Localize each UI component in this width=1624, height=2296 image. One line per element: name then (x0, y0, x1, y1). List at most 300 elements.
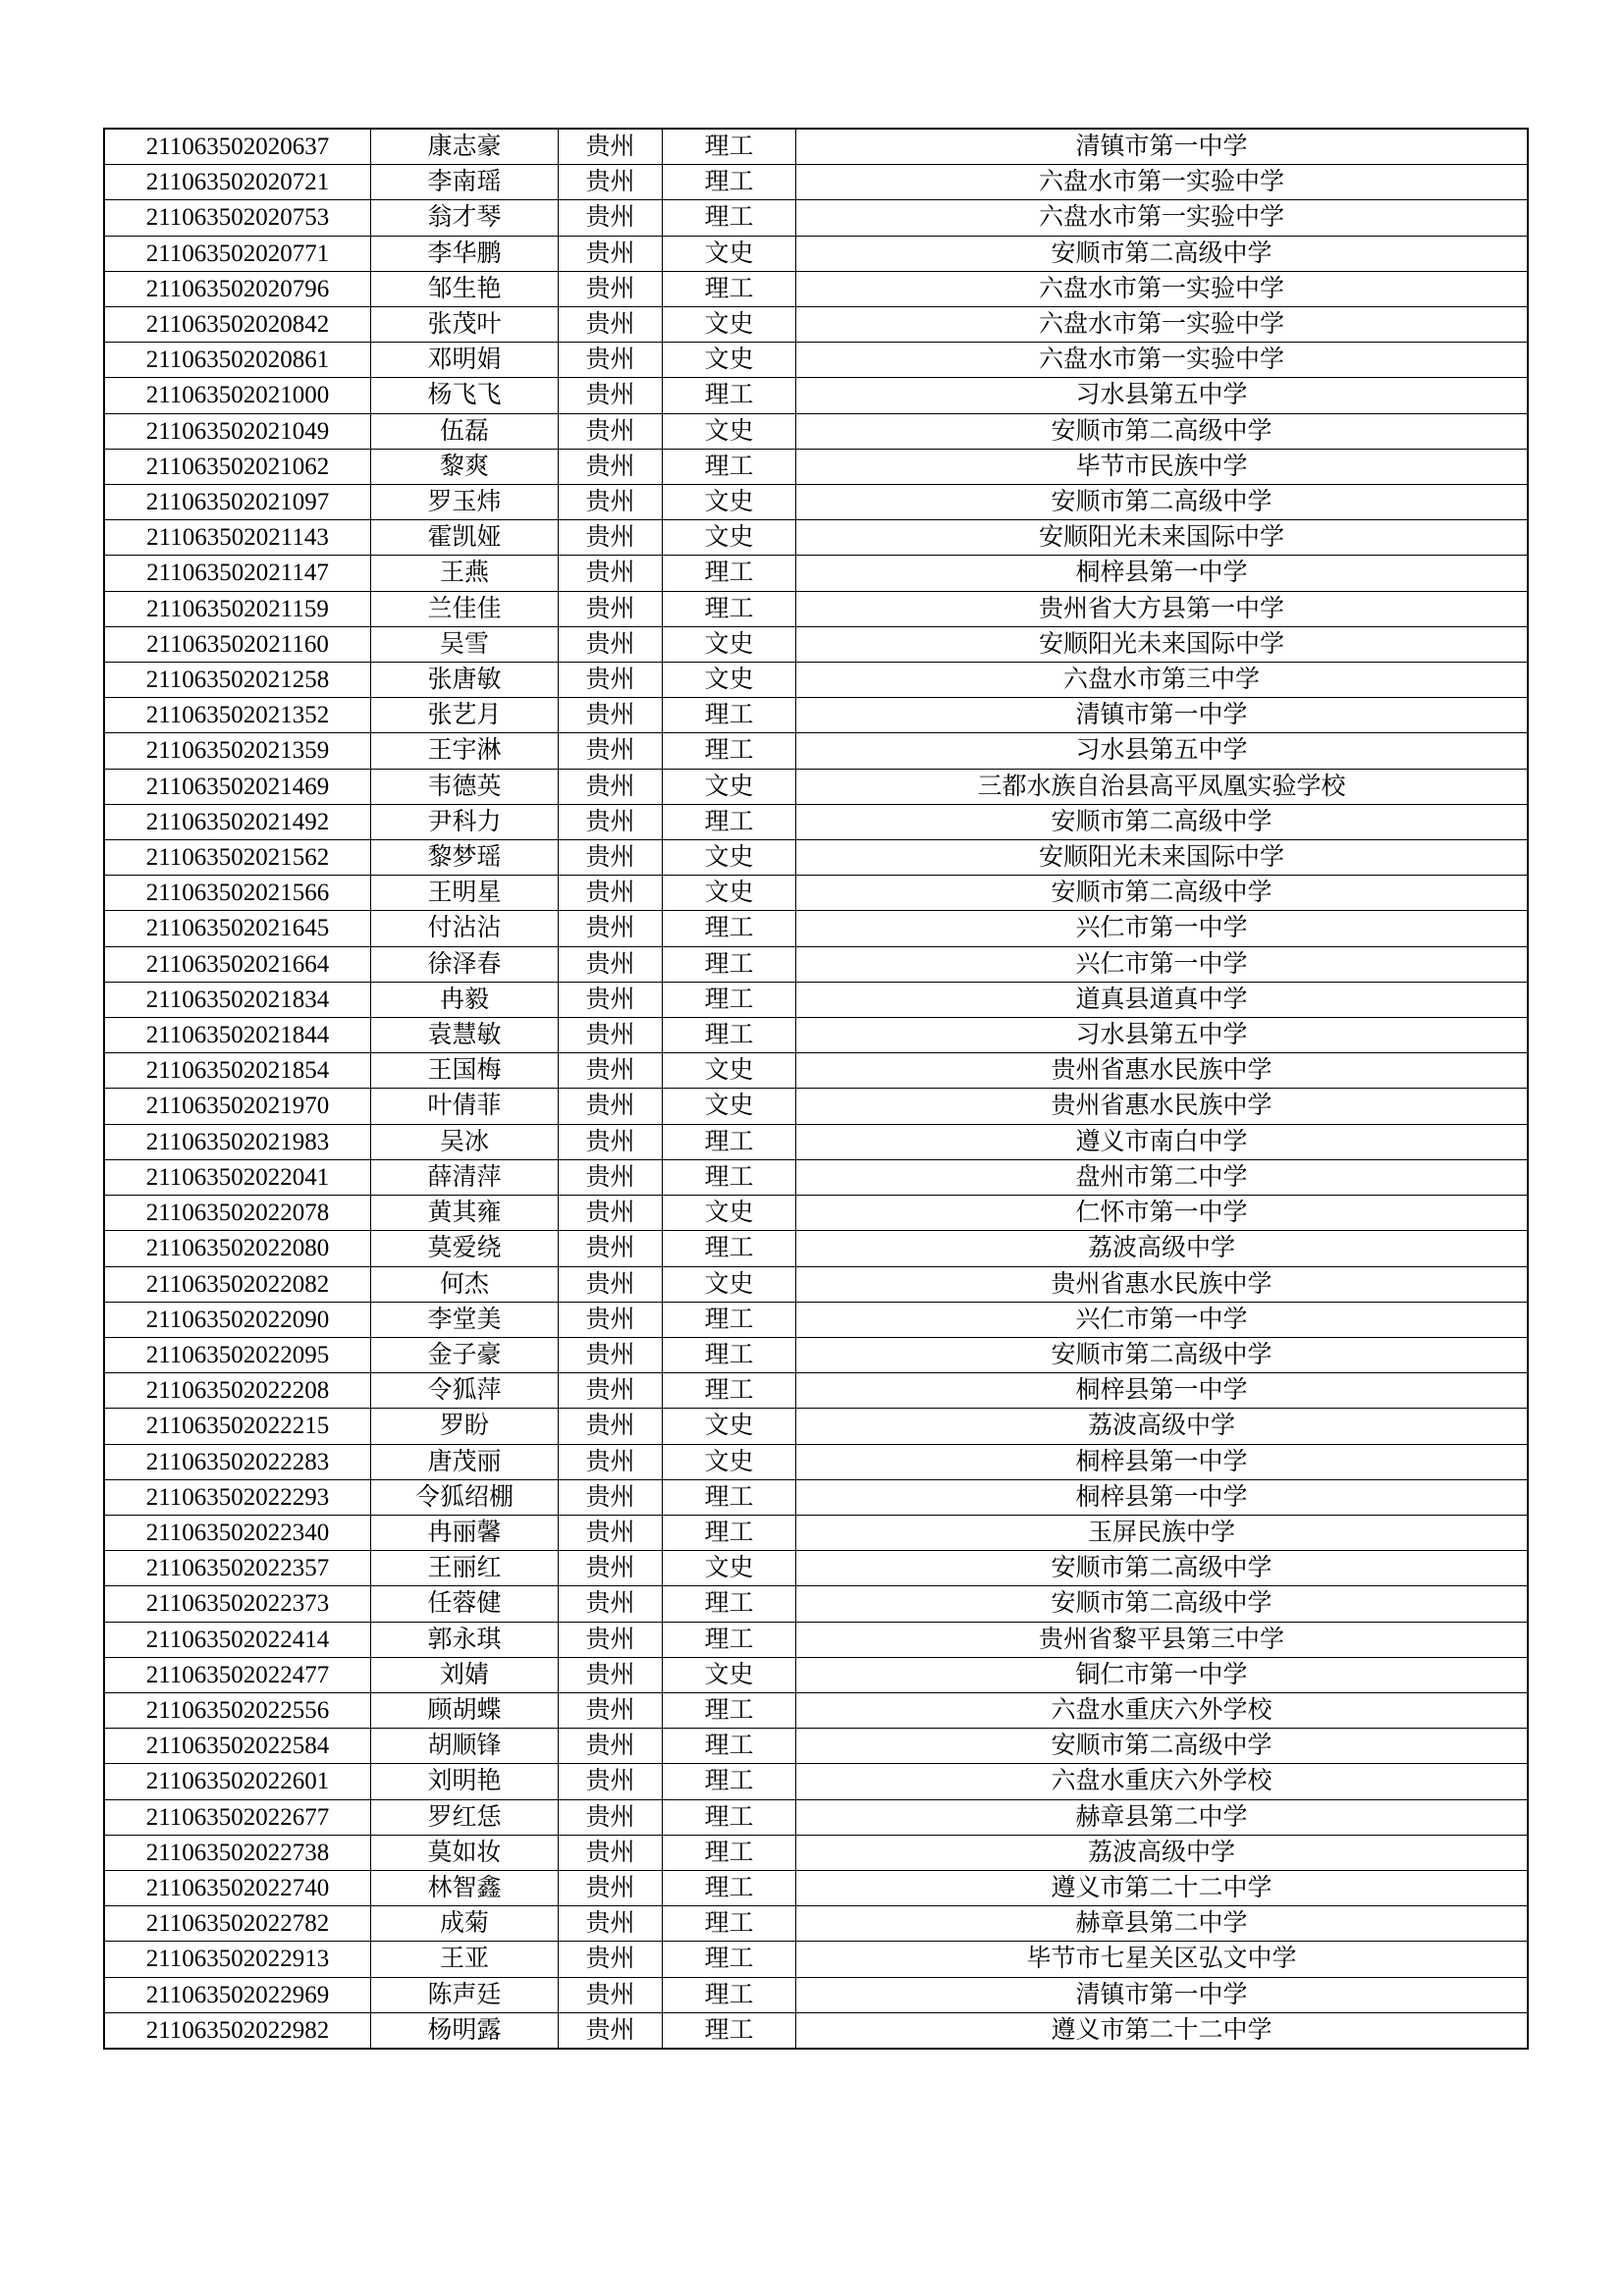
cell-province: 贵州 (559, 733, 663, 769)
table-row (104, 449, 1528, 484)
cell-subject-category: 理工 (663, 1692, 796, 1728)
cell-candidate-number: 211063502021664 (104, 946, 371, 982)
cell-candidate-name: 袁慧敏 (371, 1018, 559, 1053)
cell-candidate-name: 王丽红 (371, 1551, 559, 1586)
cell-school-name: 赫章县第二中学 (796, 1906, 1529, 1942)
cell-school-name: 习水县第五中学 (796, 733, 1529, 769)
cell-province: 贵州 (559, 1692, 663, 1728)
cell-candidate-name: 冉丽馨 (371, 1515, 559, 1550)
cell-candidate-name: 胡顺锋 (371, 1729, 559, 1764)
cell-candidate-number: 211063502022913 (104, 1942, 371, 1977)
cell-candidate-number: 211063502020842 (104, 307, 371, 343)
cell-candidate-number: 211063502021562 (104, 840, 371, 876)
cell-candidate-name: 李南瑶 (371, 165, 559, 200)
cell-candidate-name: 黎爽 (371, 449, 559, 484)
cell-candidate-number: 211063502022982 (104, 2012, 371, 2049)
cell-candidate-name: 陈声廷 (371, 1977, 559, 2012)
cell-candidate-name: 金子豪 (371, 1337, 559, 1372)
table-row (104, 1870, 1528, 1905)
cell-candidate-name: 杨飞飞 (371, 378, 559, 413)
table-row (104, 165, 1528, 200)
cell-candidate-name: 冉毅 (371, 982, 559, 1017)
cell-subject-category: 文史 (663, 1551, 796, 1586)
cell-candidate-number: 211063502022373 (104, 1586, 371, 1622)
table-row (104, 1942, 1528, 1977)
cell-candidate-name: 康志豪 (371, 129, 559, 165)
cell-school-name: 桐梓县第一中学 (796, 556, 1529, 591)
cell-candidate-name: 王国梅 (371, 1053, 559, 1089)
cell-subject-category: 理工 (663, 556, 796, 591)
cell-candidate-number: 211063502022969 (104, 1977, 371, 2012)
cell-province: 贵州 (559, 982, 663, 1017)
cell-school-name: 毕节市民族中学 (796, 449, 1529, 484)
cell-school-name: 兴仁市第一中学 (796, 1302, 1529, 1337)
table-row (104, 626, 1528, 662)
cell-candidate-name: 罗玉炜 (371, 485, 559, 520)
cell-province: 贵州 (559, 1302, 663, 1337)
cell-candidate-number: 211063502022677 (104, 1799, 371, 1835)
cell-candidate-name: 尹科力 (371, 804, 559, 839)
cell-province: 贵州 (559, 236, 663, 271)
cell-subject-category: 文史 (663, 343, 796, 378)
cell-subject-category: 文史 (663, 840, 796, 876)
table-row (104, 520, 1528, 556)
table-row (104, 804, 1528, 839)
cell-province: 贵州 (559, 1479, 663, 1515)
cell-school-name: 六盘水市第一实验中学 (796, 271, 1529, 306)
table-row (104, 733, 1528, 769)
cell-school-name: 仁怀市第一中学 (796, 1196, 1529, 1231)
cell-subject-category: 理工 (663, 449, 796, 484)
table-row (104, 663, 1528, 698)
cell-province: 贵州 (559, 165, 663, 200)
table-row (104, 1337, 1528, 1372)
cell-candidate-number: 211063502020771 (104, 236, 371, 271)
table-row (104, 1729, 1528, 1764)
cell-province: 贵州 (559, 1977, 663, 2012)
cell-candidate-number: 211063502021000 (104, 378, 371, 413)
table-row (104, 2012, 1528, 2049)
table-row (104, 200, 1528, 236)
cell-subject-category: 理工 (663, 1622, 796, 1657)
cell-candidate-name: 叶倩菲 (371, 1089, 559, 1124)
table-row (104, 1409, 1528, 1444)
table-row (104, 1551, 1528, 1586)
cell-subject-category: 理工 (663, 1942, 796, 1977)
cell-subject-category: 理工 (663, 1124, 796, 1159)
cell-province: 贵州 (559, 1799, 663, 1835)
cell-candidate-name: 何杰 (371, 1266, 559, 1302)
cell-province: 贵州 (559, 1196, 663, 1231)
cell-candidate-number: 211063502022414 (104, 1622, 371, 1657)
cell-candidate-name: 吴雪 (371, 626, 559, 662)
cell-candidate-number: 211063502021469 (104, 769, 371, 804)
cell-subject-category: 文史 (663, 520, 796, 556)
cell-subject-category: 理工 (663, 200, 796, 236)
table-row (104, 698, 1528, 733)
cell-subject-category: 理工 (663, 1231, 796, 1266)
cell-province: 贵州 (559, 1729, 663, 1764)
cell-subject-category: 理工 (663, 378, 796, 413)
cell-province: 贵州 (559, 307, 663, 343)
table-row (104, 236, 1528, 271)
cell-candidate-number: 211063502021492 (104, 804, 371, 839)
cell-candidate-number: 211063502020637 (104, 129, 371, 165)
cell-province: 贵州 (559, 1835, 663, 1870)
cell-school-name: 贵州省黎平县第三中学 (796, 1622, 1529, 1657)
cell-candidate-name: 兰佳佳 (371, 591, 559, 626)
cell-province: 贵州 (559, 1942, 663, 1977)
table-row (104, 413, 1528, 449)
cell-school-name: 六盘水市第三中学 (796, 663, 1529, 698)
table-row (104, 271, 1528, 306)
cell-province: 贵州 (559, 1870, 663, 1905)
cell-school-name: 遵义市南白中学 (796, 1124, 1529, 1159)
cell-candidate-name: 莫如妆 (371, 1835, 559, 1870)
cell-subject-category: 文史 (663, 769, 796, 804)
cell-school-name: 六盘水重庆六外学校 (796, 1692, 1529, 1728)
cell-candidate-number: 211063502021854 (104, 1053, 371, 1089)
cell-province: 贵州 (559, 485, 663, 520)
cell-candidate-number: 211063502020861 (104, 343, 371, 378)
cell-subject-category: 理工 (663, 271, 796, 306)
table-row (104, 1124, 1528, 1159)
cell-subject-category: 理工 (663, 1018, 796, 1053)
cell-candidate-name: 伍磊 (371, 413, 559, 449)
cell-candidate-number: 211063502021049 (104, 413, 371, 449)
cell-candidate-name: 林智鑫 (371, 1870, 559, 1905)
cell-subject-category: 理工 (663, 1586, 796, 1622)
cell-candidate-number: 211063502022738 (104, 1835, 371, 1870)
cell-school-name: 清镇市第一中学 (796, 129, 1529, 165)
cell-province: 贵州 (559, 1906, 663, 1942)
cell-school-name: 安顺阳光未来国际中学 (796, 840, 1529, 876)
cell-candidate-number: 211063502020721 (104, 165, 371, 200)
cell-province: 贵州 (559, 343, 663, 378)
cell-candidate-name: 黎梦瑶 (371, 840, 559, 876)
cell-candidate-number: 211063502022477 (104, 1657, 371, 1692)
cell-subject-category: 理工 (663, 733, 796, 769)
cell-school-name: 兴仁市第一中学 (796, 946, 1529, 982)
cell-school-name: 桐梓县第一中学 (796, 1373, 1529, 1409)
cell-subject-category: 理工 (663, 1515, 796, 1550)
cell-school-name: 铜仁市第一中学 (796, 1657, 1529, 1692)
cell-candidate-number: 211063502022556 (104, 1692, 371, 1728)
cell-school-name: 清镇市第一中学 (796, 1977, 1529, 2012)
table-row (104, 1977, 1528, 2012)
table-row (104, 1373, 1528, 1409)
cell-school-name: 安顺市第二高级中学 (796, 236, 1529, 271)
cell-candidate-name: 翁才琴 (371, 200, 559, 236)
cell-subject-category: 理工 (663, 591, 796, 626)
cell-candidate-name: 李堂美 (371, 1302, 559, 1337)
cell-candidate-number: 211063502021352 (104, 698, 371, 733)
cell-candidate-number: 211063502022782 (104, 1906, 371, 1942)
cell-province: 贵州 (559, 1586, 663, 1622)
cell-candidate-name: 莫爱绕 (371, 1231, 559, 1266)
cell-candidate-name: 唐茂丽 (371, 1444, 559, 1479)
cell-school-name: 贵州省惠水民族中学 (796, 1053, 1529, 1089)
cell-subject-category: 文史 (663, 1444, 796, 1479)
cell-candidate-number: 211063502022740 (104, 1870, 371, 1905)
cell-school-name: 安顺市第二高级中学 (796, 485, 1529, 520)
cell-subject-category: 理工 (663, 911, 796, 946)
table-row (104, 1692, 1528, 1728)
table-row (104, 946, 1528, 982)
cell-school-name: 安顺市第二高级中学 (796, 1729, 1529, 1764)
cell-school-name: 贵州省惠水民族中学 (796, 1266, 1529, 1302)
cell-province: 贵州 (559, 520, 663, 556)
cell-province: 贵州 (559, 1622, 663, 1657)
cell-school-name: 习水县第五中学 (796, 1018, 1529, 1053)
cell-candidate-name: 霍凯娅 (371, 520, 559, 556)
cell-province: 贵州 (559, 876, 663, 911)
cell-subject-category: 理工 (663, 1729, 796, 1764)
cell-province: 贵州 (559, 1764, 663, 1799)
cell-candidate-name: 刘婧 (371, 1657, 559, 1692)
cell-candidate-number: 211063502022215 (104, 1409, 371, 1444)
cell-subject-category: 文史 (663, 1053, 796, 1089)
cell-candidate-name: 王燕 (371, 556, 559, 591)
cell-candidate-number: 211063502021143 (104, 520, 371, 556)
cell-school-name: 习水县第五中学 (796, 378, 1529, 413)
table-row (104, 911, 1528, 946)
cell-candidate-number: 211063502021566 (104, 876, 371, 911)
cell-school-name: 六盘水市第一实验中学 (796, 343, 1529, 378)
cell-candidate-number: 211063502021147 (104, 556, 371, 591)
cell-subject-category: 理工 (663, 165, 796, 200)
cell-province: 贵州 (559, 946, 663, 982)
table-row (104, 1302, 1528, 1337)
table-row (104, 1159, 1528, 1195)
cell-candidate-number: 211063502022090 (104, 1302, 371, 1337)
cell-province: 贵州 (559, 1231, 663, 1266)
cell-candidate-number: 211063502022082 (104, 1266, 371, 1302)
cell-province: 贵州 (559, 663, 663, 698)
cell-candidate-name: 薛清萍 (371, 1159, 559, 1195)
cell-candidate-name: 王宇淋 (371, 733, 559, 769)
cell-candidate-name: 韦德英 (371, 769, 559, 804)
cell-province: 贵州 (559, 556, 663, 591)
cell-school-name: 荔波高级中学 (796, 1409, 1529, 1444)
cell-candidate-name: 任蓉健 (371, 1586, 559, 1622)
cell-province: 贵州 (559, 769, 663, 804)
cell-school-name: 安顺市第二高级中学 (796, 804, 1529, 839)
cell-candidate-name: 成菊 (371, 1906, 559, 1942)
table-row (104, 591, 1528, 626)
table-row (104, 1018, 1528, 1053)
cell-subject-category: 理工 (663, 1373, 796, 1409)
cell-school-name: 安顺市第二高级中学 (796, 876, 1529, 911)
cell-subject-category: 文史 (663, 1196, 796, 1231)
cell-province: 贵州 (559, 1657, 663, 1692)
cell-subject-category: 理工 (663, 1799, 796, 1835)
cell-province: 贵州 (559, 1018, 663, 1053)
cell-school-name: 赫章县第二中学 (796, 1799, 1529, 1835)
cell-subject-category: 文史 (663, 663, 796, 698)
cell-candidate-number: 211063502022601 (104, 1764, 371, 1799)
cell-subject-category: 理工 (663, 946, 796, 982)
cell-province: 贵州 (559, 449, 663, 484)
cell-subject-category: 文史 (663, 876, 796, 911)
cell-subject-category: 理工 (663, 1337, 796, 1372)
cell-province: 贵州 (559, 413, 663, 449)
cell-candidate-name: 张唐敏 (371, 663, 559, 698)
cell-province: 贵州 (559, 1373, 663, 1409)
cell-candidate-number: 211063502021359 (104, 733, 371, 769)
cell-candidate-name: 郭永琪 (371, 1622, 559, 1657)
cell-candidate-number: 211063502022080 (104, 1231, 371, 1266)
cell-province: 贵州 (559, 1266, 663, 1302)
cell-candidate-number: 211063502021258 (104, 663, 371, 698)
cell-school-name: 贵州省大方县第一中学 (796, 591, 1529, 626)
cell-candidate-number: 211063502021844 (104, 1018, 371, 1053)
table-row (104, 1657, 1528, 1692)
cell-candidate-number: 211063502021160 (104, 626, 371, 662)
cell-subject-category: 理工 (663, 1764, 796, 1799)
cell-province: 贵州 (559, 591, 663, 626)
cell-subject-category: 文史 (663, 413, 796, 449)
cell-school-name: 道真县道真中学 (796, 982, 1529, 1017)
table-row (104, 1479, 1528, 1515)
cell-candidate-name: 张艺月 (371, 698, 559, 733)
table-row (104, 1622, 1528, 1657)
cell-subject-category: 文史 (663, 1409, 796, 1444)
cell-province: 贵州 (559, 200, 663, 236)
cell-province: 贵州 (559, 1409, 663, 1444)
cell-school-name: 遵义市第二十二中学 (796, 2012, 1529, 2049)
cell-school-name: 安顺市第二高级中学 (796, 1551, 1529, 1586)
cell-subject-category: 理工 (663, 1159, 796, 1195)
cell-school-name: 安顺阳光未来国际中学 (796, 520, 1529, 556)
cell-candidate-name: 邹生艳 (371, 271, 559, 306)
cell-province: 贵州 (559, 1159, 663, 1195)
cell-school-name: 三都水族自治县高平凤凰实验学校 (796, 769, 1529, 804)
cell-province: 贵州 (559, 698, 663, 733)
cell-candidate-number: 211063502022584 (104, 1729, 371, 1764)
cell-province: 贵州 (559, 1337, 663, 1372)
cell-candidate-name: 王明星 (371, 876, 559, 911)
table-body (104, 129, 1528, 2049)
cell-school-name: 毕节市七星关区弘文中学 (796, 1942, 1529, 1977)
cell-candidate-name: 李华鹏 (371, 236, 559, 271)
cell-candidate-number: 211063502021097 (104, 485, 371, 520)
cell-candidate-number: 211063502022283 (104, 1444, 371, 1479)
cell-candidate-number: 211063502021983 (104, 1124, 371, 1159)
table-row (104, 1444, 1528, 1479)
cell-subject-category: 理工 (663, 2012, 796, 2049)
cell-candidate-number: 211063502022357 (104, 1551, 371, 1586)
table-row (104, 1089, 1528, 1124)
table-row (104, 840, 1528, 876)
cell-school-name: 六盘水市第一实验中学 (796, 307, 1529, 343)
cell-school-name: 安顺市第二高级中学 (796, 1337, 1529, 1372)
cell-school-name: 兴仁市第一中学 (796, 911, 1529, 946)
cell-subject-category: 理工 (663, 1870, 796, 1905)
cell-school-name: 桐梓县第一中学 (796, 1444, 1529, 1479)
table-row (104, 556, 1528, 591)
cell-school-name: 六盘水市第一实验中学 (796, 200, 1529, 236)
cell-subject-category: 理工 (663, 1906, 796, 1942)
cell-candidate-number: 211063502022078 (104, 1196, 371, 1231)
table-row (104, 1586, 1528, 1622)
cell-school-name: 安顺市第二高级中学 (796, 413, 1529, 449)
table-row (104, 1906, 1528, 1942)
cell-candidate-number: 211063502020753 (104, 200, 371, 236)
cell-subject-category: 理工 (663, 1835, 796, 1870)
cell-subject-category: 理工 (663, 698, 796, 733)
cell-school-name: 荔波高级中学 (796, 1231, 1529, 1266)
cell-candidate-number: 211063502022041 (104, 1159, 371, 1195)
table-row (104, 129, 1528, 165)
cell-candidate-name: 杨明露 (371, 2012, 559, 2049)
cell-subject-category: 理工 (663, 1977, 796, 2012)
cell-candidate-name: 顾胡蝶 (371, 1692, 559, 1728)
cell-candidate-number: 211063502021062 (104, 449, 371, 484)
table-row (104, 1053, 1528, 1089)
cell-province: 贵州 (559, 1053, 663, 1089)
cell-province: 贵州 (559, 1515, 663, 1550)
cell-candidate-number: 211063502021159 (104, 591, 371, 626)
cell-candidate-number: 211063502022293 (104, 1479, 371, 1515)
table-row (104, 1196, 1528, 1231)
cell-candidate-name: 令狐绍棚 (371, 1479, 559, 1515)
table-row (104, 307, 1528, 343)
cell-candidate-name: 徐泽春 (371, 946, 559, 982)
table-row (104, 485, 1528, 520)
cell-candidate-number: 211063502020796 (104, 271, 371, 306)
cell-school-name: 盘州市第二中学 (796, 1159, 1529, 1195)
cell-candidate-name: 邓明娟 (371, 343, 559, 378)
cell-candidate-name: 罗盼 (371, 1409, 559, 1444)
table-row (104, 982, 1528, 1017)
cell-candidate-name: 黄其雍 (371, 1196, 559, 1231)
table-row (104, 1835, 1528, 1870)
cell-candidate-number: 211063502021645 (104, 911, 371, 946)
cell-subject-category: 理工 (663, 1479, 796, 1515)
cell-school-name: 六盘水重庆六外学校 (796, 1764, 1529, 1799)
cell-province: 贵州 (559, 1551, 663, 1586)
cell-school-name: 荔波高级中学 (796, 1835, 1529, 1870)
cell-subject-category: 文史 (663, 626, 796, 662)
cell-candidate-name: 张茂叶 (371, 307, 559, 343)
cell-subject-category: 文史 (663, 1089, 796, 1124)
table-row (104, 1799, 1528, 1835)
cell-candidate-number: 211063502022095 (104, 1337, 371, 1372)
cell-province: 贵州 (559, 1089, 663, 1124)
cell-candidate-number: 211063502022208 (104, 1373, 371, 1409)
cell-candidate-name: 付沾沾 (371, 911, 559, 946)
cell-subject-category: 文史 (663, 307, 796, 343)
cell-subject-category: 理工 (663, 1302, 796, 1337)
table-row (104, 1515, 1528, 1550)
cell-candidate-name: 令狐萍 (371, 1373, 559, 1409)
cell-subject-category: 文史 (663, 236, 796, 271)
cell-candidate-number: 211063502022340 (104, 1515, 371, 1550)
cell-province: 贵州 (559, 378, 663, 413)
cell-school-name: 玉屏民族中学 (796, 1515, 1529, 1550)
cell-province: 贵州 (559, 1124, 663, 1159)
table-row (104, 1764, 1528, 1799)
table-row (104, 343, 1528, 378)
cell-subject-category: 文史 (663, 485, 796, 520)
cell-province: 贵州 (559, 271, 663, 306)
cell-candidate-name: 王亚 (371, 1942, 559, 1977)
table-row (104, 876, 1528, 911)
cell-candidate-name: 吴冰 (371, 1124, 559, 1159)
table-row (104, 378, 1528, 413)
cell-school-name: 安顺阳光未来国际中学 (796, 626, 1529, 662)
